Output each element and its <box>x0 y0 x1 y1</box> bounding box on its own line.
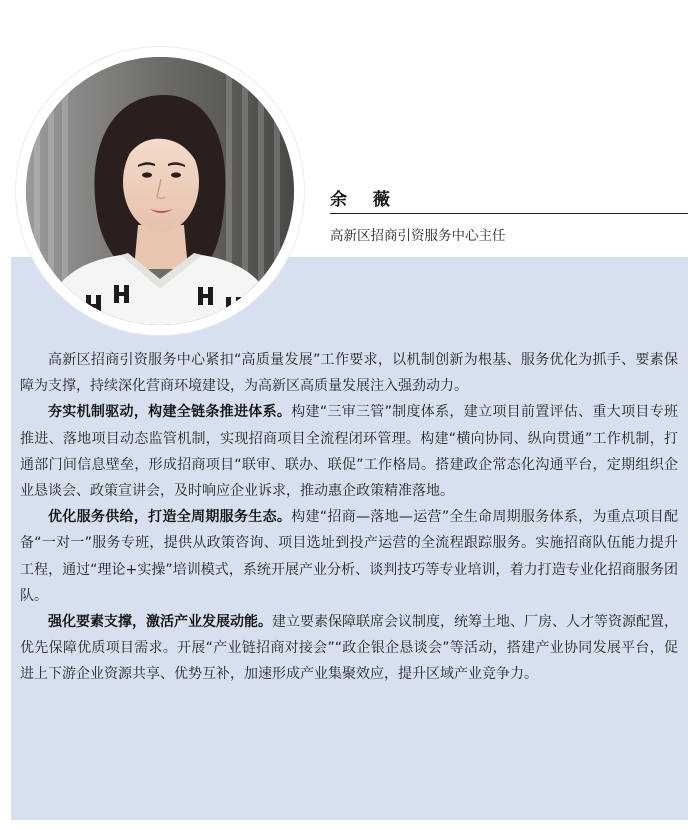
paragraph-lead: 夯实机制驱动，构建全链条推进体系。 <box>48 404 292 421</box>
paragraph-text: 建立要素保障联席会议制度，统筹土地、厂房、人才等资源配置，优先保障优质项目需求。开展“产业链招商对接会”“政企银企恳谈会”等活动，搭建产业协同发展平台，促进上下游企业资源共享、优势互补，加速形成产业集聚效应，提升区域产业竞争力。 <box>20 614 678 683</box>
paragraph-text: 高新区招商引资服务中心紧扣“高质量发展”工作要求，以机制创新为根基、服务优化为抓手、要素保障为支撑，持续深化营商环境建设，为高新区高质量发展注入强劲动力。 <box>20 352 678 395</box>
name-divider <box>330 213 688 214</box>
person-name: 余 薇 <box>330 190 400 210</box>
paragraph-service <box>20 504 678 609</box>
article-body <box>20 347 678 688</box>
paragraph-text: 构建“三审三管”制度体系，建立项目前置评估、重大项目专班推进、落地项目动态监管机制，实现招商项目全流程闭环管理。构建“横向协同、纵向贯通”工作机制，打通部门间信息壁垒，形成招商项目“联审、联办、联促”工作格局。搭建政企常态化沟通平台，定期组织企业恳谈会、政策宣讲会，及时响应企业诉求，推动惠企政策精准落地。 <box>20 404 678 500</box>
paragraph-lead: 优化服务供给，打造全周期服务生态。 <box>48 509 292 526</box>
paragraph-text: 构建“招商—落地—运营”全生命周期服务体系，为重点项目配备“一对一”服务专班，提供从政策咨询、项目选址到投产运营的全流程跟踪服务。实施招商队伍能力提升工程，通过“理论+实操”培训模式，系统开展产业分析、谈判技巧等专业培训，着力打造专业化招商服务团队。 <box>20 509 678 604</box>
person-title: 高新区招商引资服务中心主任 <box>330 228 506 244</box>
paragraph-resources <box>20 609 678 688</box>
paragraph-intro <box>20 347 678 399</box>
portrait-photo <box>26 57 294 325</box>
paragraph-lead: 强化要素支撑，激活产业发展动能。 <box>48 614 272 631</box>
paragraph-mechanism <box>20 399 678 504</box>
